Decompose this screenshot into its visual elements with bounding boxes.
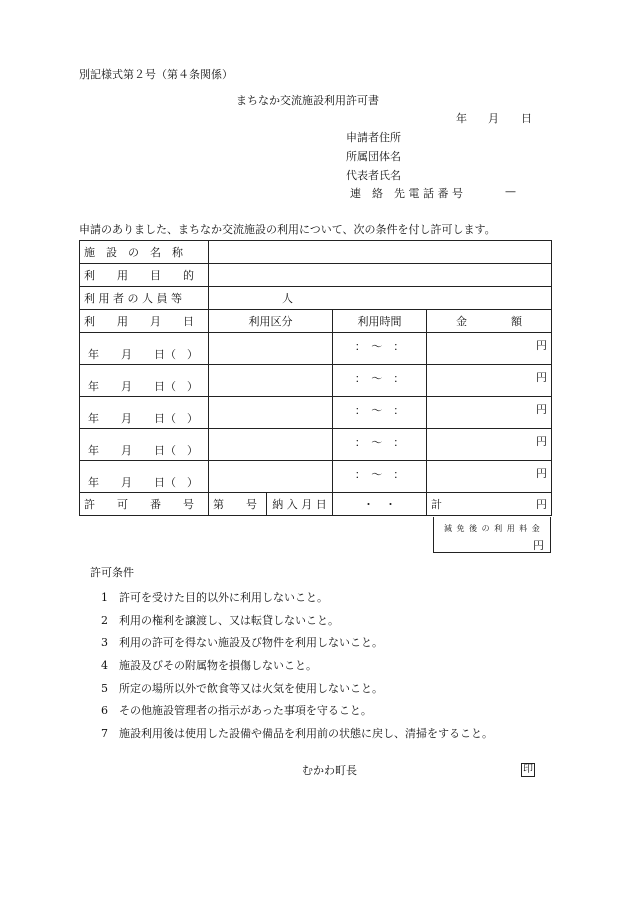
use-date-header: 利 用 月 日 — [80, 310, 209, 333]
list-item — [101, 589, 493, 612]
condition-text: 所定の場所以外で飲食等又は火気を使用しないこと。 — [119, 681, 383, 695]
yen-unit: 円 — [536, 338, 548, 352]
applicant-address-label: 申請者住所 — [346, 131, 401, 144]
date-year: 年 — [456, 112, 467, 125]
use-time-text: ： 〜 ： — [354, 339, 405, 353]
applicant-organization-label: 所属団体名 — [346, 150, 401, 163]
permit-number-value[interactable]: 第 号 — [209, 493, 267, 516]
use-date-text: 年 月 日（ ） — [88, 444, 198, 457]
use-category-cell[interactable] — [209, 397, 333, 429]
header-row — [80, 310, 552, 333]
seal-icon: 印 — [523, 764, 533, 775]
table-row — [80, 397, 552, 429]
use-category-cell[interactable] — [209, 429, 333, 461]
purpose-value[interactable] — [209, 264, 552, 287]
list-item — [101, 725, 493, 748]
use-date-cell[interactable] — [80, 461, 209, 493]
reduced-fee-box[interactable] — [433, 517, 551, 553]
amount-cell[interactable] — [427, 365, 552, 397]
use-date-text: 年 月 日（ ） — [88, 476, 198, 489]
condition-text: その他施設管理者の指示があった事項を守ること。 — [119, 704, 372, 718]
use-date-cell[interactable] — [80, 429, 209, 461]
condition-number: 4 — [101, 659, 108, 673]
users-row — [80, 287, 552, 310]
document-title: まちなか交流施設利用許可書 — [236, 94, 379, 107]
applicant-phone-label: 連 絡 先 電 話 番 号 — [350, 187, 463, 200]
use-time-cell[interactable] — [333, 429, 427, 461]
use-time-text: ： 〜 ： — [354, 371, 405, 385]
condition-text: 許可を受けた目的以外に利用しないこと。 — [119, 591, 328, 604]
use-category-cell[interactable] — [209, 365, 333, 397]
list-item — [101, 702, 493, 725]
condition-number: 7 — [101, 727, 108, 741]
conditions-list — [101, 589, 493, 748]
amount-cell[interactable] — [427, 333, 552, 365]
use-time-cell[interactable] — [333, 333, 427, 365]
date-day: 日 — [521, 112, 532, 125]
total-yen: 円 — [536, 498, 548, 511]
use-time-text: ： 〜 ： — [354, 403, 405, 417]
condition-number: 2 — [101, 613, 108, 627]
condition-number: 1 — [101, 591, 108, 604]
amount-header: 金 額 — [427, 310, 552, 333]
table-row — [80, 461, 552, 493]
amount-cell[interactable] — [427, 429, 552, 461]
reduced-fee-label: 減 免 後 の 利 用 料 金 — [444, 524, 541, 533]
list-item — [101, 657, 493, 680]
use-date-text: 年 月 日（ ） — [88, 380, 198, 393]
permit-table — [79, 240, 552, 516]
use-date-cell[interactable] — [80, 397, 209, 429]
yen-unit: 円 — [536, 434, 548, 448]
payment-date-value[interactable]: ・ ・ — [333, 493, 427, 516]
use-time-cell[interactable] — [333, 397, 427, 429]
use-date-cell[interactable] — [80, 365, 209, 397]
users-count-value[interactable] — [209, 287, 552, 310]
condition-number: 6 — [101, 704, 108, 718]
table-row — [80, 429, 552, 461]
list-item — [101, 634, 493, 657]
use-category-header: 利用区分 — [209, 310, 333, 333]
payment-date-label: 納 入 月 日 — [267, 493, 333, 516]
facility-name-value[interactable] — [209, 241, 552, 264]
permit-number-label: 許 可 番 号 — [80, 493, 209, 516]
amount-cell[interactable] — [427, 461, 552, 493]
yen-unit: 円 — [536, 466, 548, 480]
condition-text: 施設利用後は使用した設備や備品を利用前の状態に戻し、清掃をすること。 — [119, 727, 493, 741]
condition-number: 5 — [101, 681, 108, 695]
conditions-title: 許可条件 — [90, 566, 134, 579]
use-date-text: 年 月 日（ ） — [88, 348, 198, 361]
condition-text: 利用の許可を得ない施設及び物件を利用しないこと。 — [119, 636, 383, 650]
condition-number: 3 — [101, 636, 108, 650]
yen-unit: 円 — [536, 402, 548, 416]
issuer-name: むかわ町長 — [302, 764, 357, 777]
condition-text: 施設及びその附属物を損傷しないこと。 — [119, 659, 317, 673]
permit-number-row — [80, 493, 552, 516]
applicant-representative-label: 代表者氏名 — [346, 169, 401, 182]
yen-unit: 円 — [536, 370, 548, 384]
use-time-text: ： 〜 ： — [354, 435, 405, 449]
use-time-cell[interactable] — [333, 365, 427, 397]
list-item — [101, 680, 493, 703]
purpose-row — [80, 264, 552, 287]
amount-cell[interactable] — [427, 397, 552, 429]
person-unit: 人 — [282, 292, 293, 305]
applicant-phone-dash: — — [505, 185, 516, 198]
table-row — [80, 333, 552, 365]
form-number: 別記様式第２号（第４条関係） — [79, 68, 233, 81]
use-category-cell[interactable] — [209, 461, 333, 493]
use-time-text: ： 〜 ： — [354, 467, 405, 481]
total-cell[interactable] — [427, 493, 552, 516]
users-count-label: 利 用 者 の 人 員 等 — [80, 287, 209, 310]
use-category-cell[interactable] — [209, 333, 333, 365]
total-label: 計 — [431, 498, 442, 511]
facility-name-row — [80, 241, 552, 264]
table-row — [80, 365, 552, 397]
use-time-cell[interactable] — [333, 461, 427, 493]
use-date-text: 年 月 日（ ） — [88, 412, 198, 425]
date-month: 月 — [488, 112, 499, 125]
list-item — [101, 612, 493, 635]
reduced-fee-yen: 円 — [533, 539, 544, 552]
use-time-header: 利用時間 — [333, 310, 427, 333]
purpose-label: 利 用 目 的 — [80, 264, 209, 287]
condition-text: 利用の権利を譲渡し、又は転貸しないこと。 — [119, 613, 339, 627]
use-date-cell[interactable] — [80, 333, 209, 365]
intro-text: 申請のありました、まちなか交流施設の利用について、次の条件を付し許可します。 — [79, 223, 496, 236]
facility-name-label: 施 設 の 名 称 — [80, 241, 209, 264]
